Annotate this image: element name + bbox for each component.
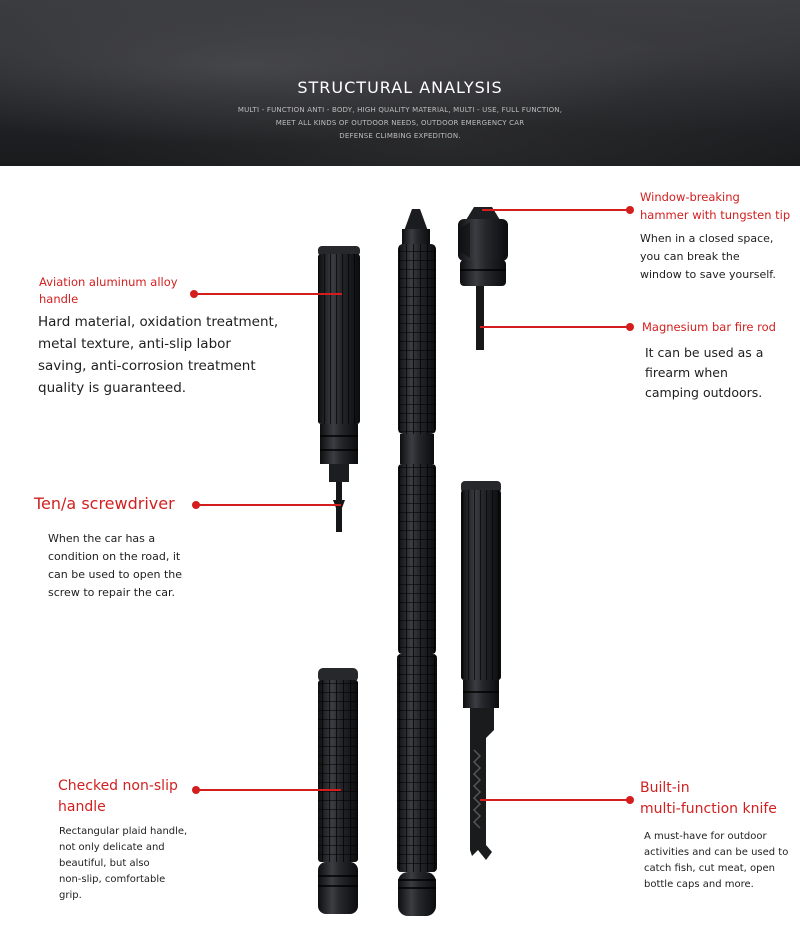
connector-line-checked-handle (198, 789, 341, 791)
aluminum-handle-part (318, 246, 360, 532)
feature-desc-screwdriver: When the car has a condition on the road, it can be used to open the screw to repair the car. (48, 532, 182, 599)
feature-desc-hammer: When in a closed space, you can break the window to save yourself. (640, 232, 776, 281)
connector-line-screwdriver (198, 504, 341, 506)
page-title: STRUCTURAL ANALYSIS (297, 78, 503, 97)
feature-title-fire-rod: Magnesium bar fire rod (642, 320, 776, 334)
feature-desc-knife: A must-have for outdoor activities and can be used to catch fish, cut meat, open bottle caps and more. (644, 831, 789, 890)
subtitle-line: MEET ALL KINDS OF OUTDOOR NEEDS, OUTDOOR EMERGENCY CAR (275, 119, 525, 127)
connector-line-knife (480, 799, 630, 801)
subtitle-line: DEFENSE CLIMBING EXPEDITION. (339, 132, 461, 140)
connector-line-hammer (482, 209, 630, 211)
feature-desc-checked-handle: Rectangular plaid handle, not only delicate and beautiful, but also non-slip, comfortable grip. (59, 826, 188, 901)
hammer-part (458, 207, 508, 350)
main-baton (397, 209, 437, 916)
connector-line-handle (196, 293, 342, 295)
connector-line-fire-rod (480, 326, 630, 328)
feature-desc-handle: Hard material, oxidation treatment, metal texture, anti-slip labor saving, anti-corrosion treatment quality is guaranteed. (38, 314, 279, 396)
feature-desc-fire-rod: It can be used as a firearm when camping outdoors. (645, 345, 764, 400)
subtitle-line: MULTI - FUNCTION ANTI - BODY, HIGH QUALITY MATERIAL, MULTI - USE, FULL FUNCTION, (237, 106, 563, 114)
checked-handle-part (318, 668, 358, 914)
feature-title-knife: Built-in multi-function knife (640, 780, 777, 817)
feature-title-screwdriver: Ten/a screwdriver (34, 494, 175, 513)
feature-title-checked-handle: Checked non-slip handle (58, 778, 178, 815)
feature-title-hammer: Window-breaking hammer with tungsten tip (640, 190, 791, 222)
feature-title-handle: Aviation aluminum alloy handle (39, 275, 178, 306)
knife-part (461, 481, 501, 860)
